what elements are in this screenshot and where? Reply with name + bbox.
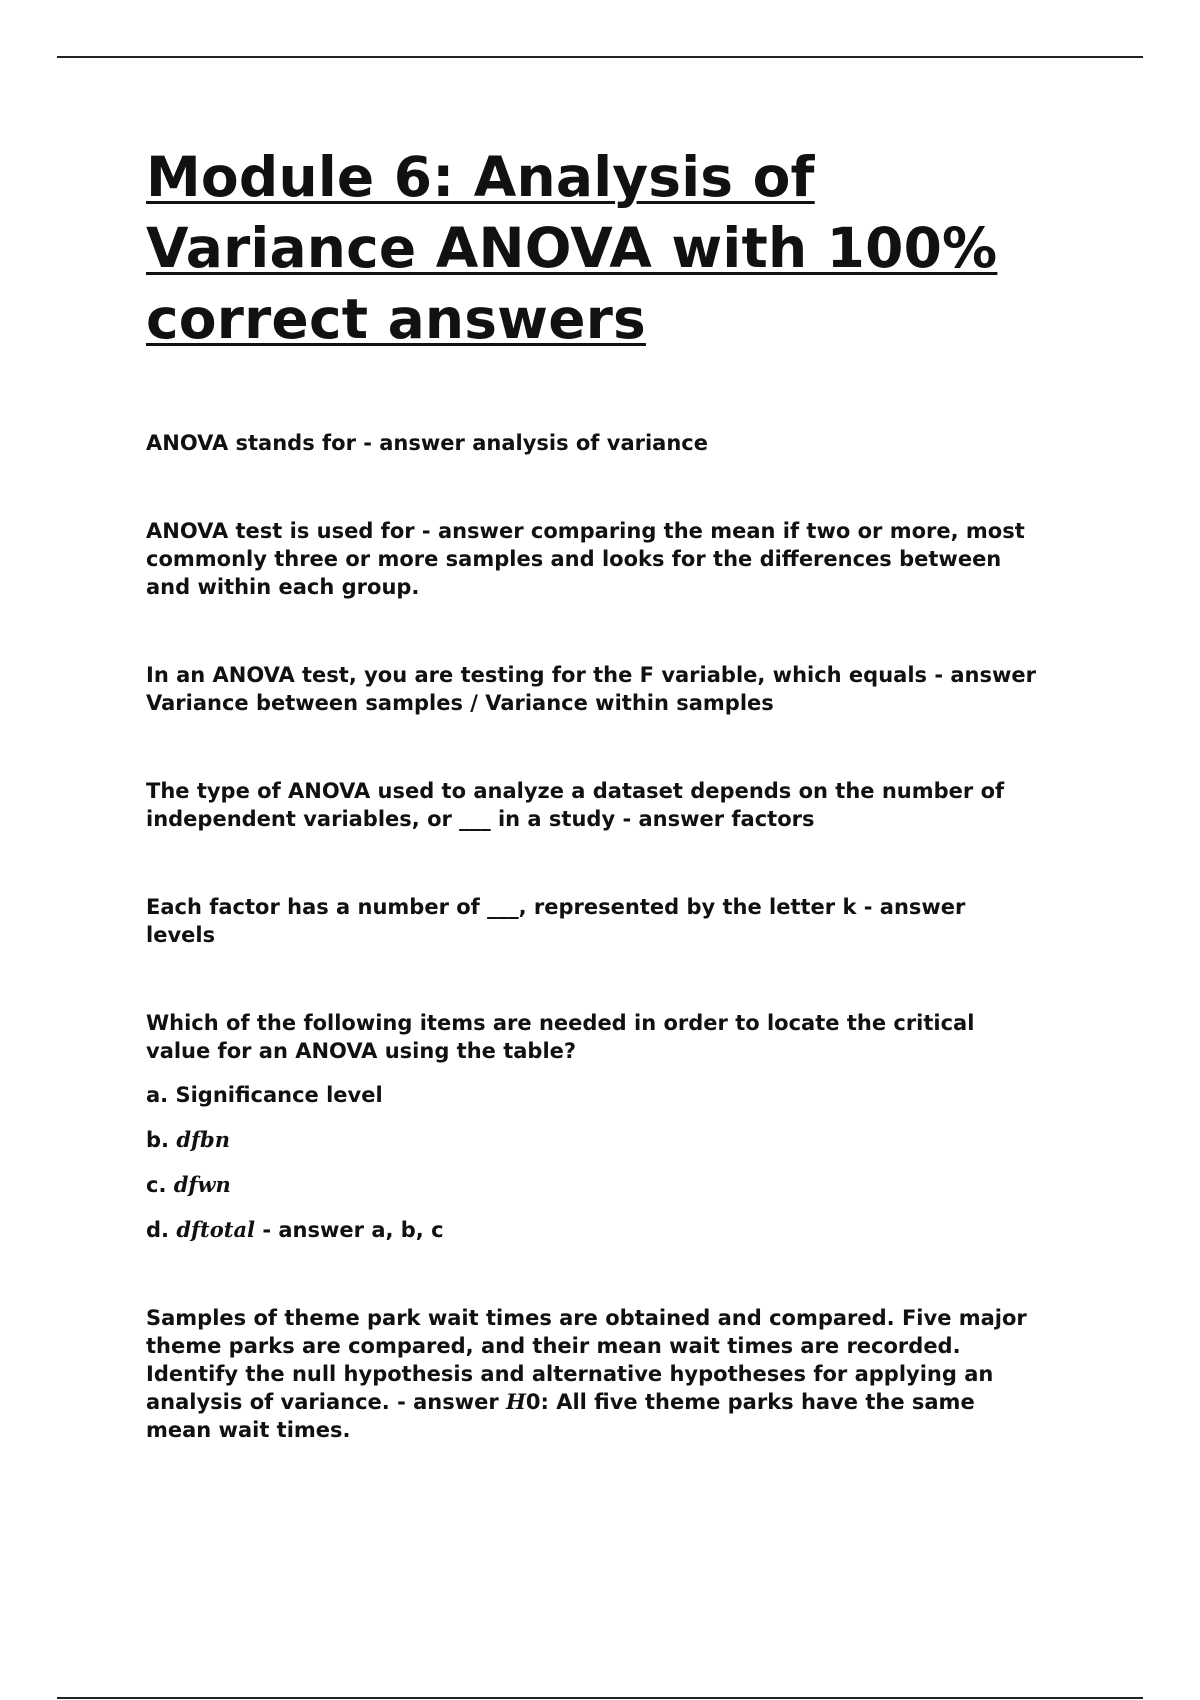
qa-item-5: Each factor has a number of ___, represented by the letter k - answer levels [146,895,966,947]
mcq-option-c [146,1171,1096,1199]
qa-item-4: The type of ANOVA used to analyze a dataset depends on the number of independent variables, or ___ in a study - answer factors [146,779,1005,831]
mcq-question [146,1009,1096,1244]
qa-item-3: In an ANOVA test, you are testing for the F variable, which equals - answer Variance between samples / Variance within samples [146,663,1036,715]
mcq-option-d-answer: - answer a, b, c [255,1218,444,1242]
mcq-option-b-prefix: b. [146,1128,177,1152]
qa-item-2: ANOVA test is used for - answer comparing the mean if two or more, most commonly three or more samples and looks for the differences between and within each group. [146,519,1025,599]
document-title: Module 6: Analysis of Variance ANOVA with 100% correct answers [146,145,998,351]
mcq-option-b [146,1126,1096,1154]
mcq-option-d-prefix: d. [146,1218,177,1242]
mcq-option-d [146,1216,1096,1244]
mcq-stem: Which of the following items are needed in order to locate the critical value for an ANOVA using the table? [146,1011,975,1063]
qa-item-7-answer: 0: All five theme parks have the same mean wait times. [146,1390,975,1442]
qa-item-7-text: Samples of theme park wait times are obtained and compared. Five major theme parks are compared, and their mean wait times are recorded. Identify the null hypothesis and alternative hypotheses for applying an analysis of variance. - answer [146,1306,1027,1414]
mcq-option-d-math: dftotal [176,1217,256,1242]
mcq-option-c-math: dfwn [173,1172,231,1197]
qa-item-1: ANOVA stands for - answer analysis of variance [146,431,708,455]
mcq-option-a-text: a. Significance level [146,1083,383,1107]
mcq-option-a [146,1081,1096,1109]
qa-item-7-math: H [506,1389,526,1414]
document-body [146,142,1096,1504]
qa-item-7 [146,1304,1096,1444]
top-rule [57,56,1143,58]
mcq-option-c-prefix: c. [146,1173,174,1197]
mcq-option-b-math: dfbn [176,1127,230,1152]
bottom-rule [57,1697,1143,1699]
